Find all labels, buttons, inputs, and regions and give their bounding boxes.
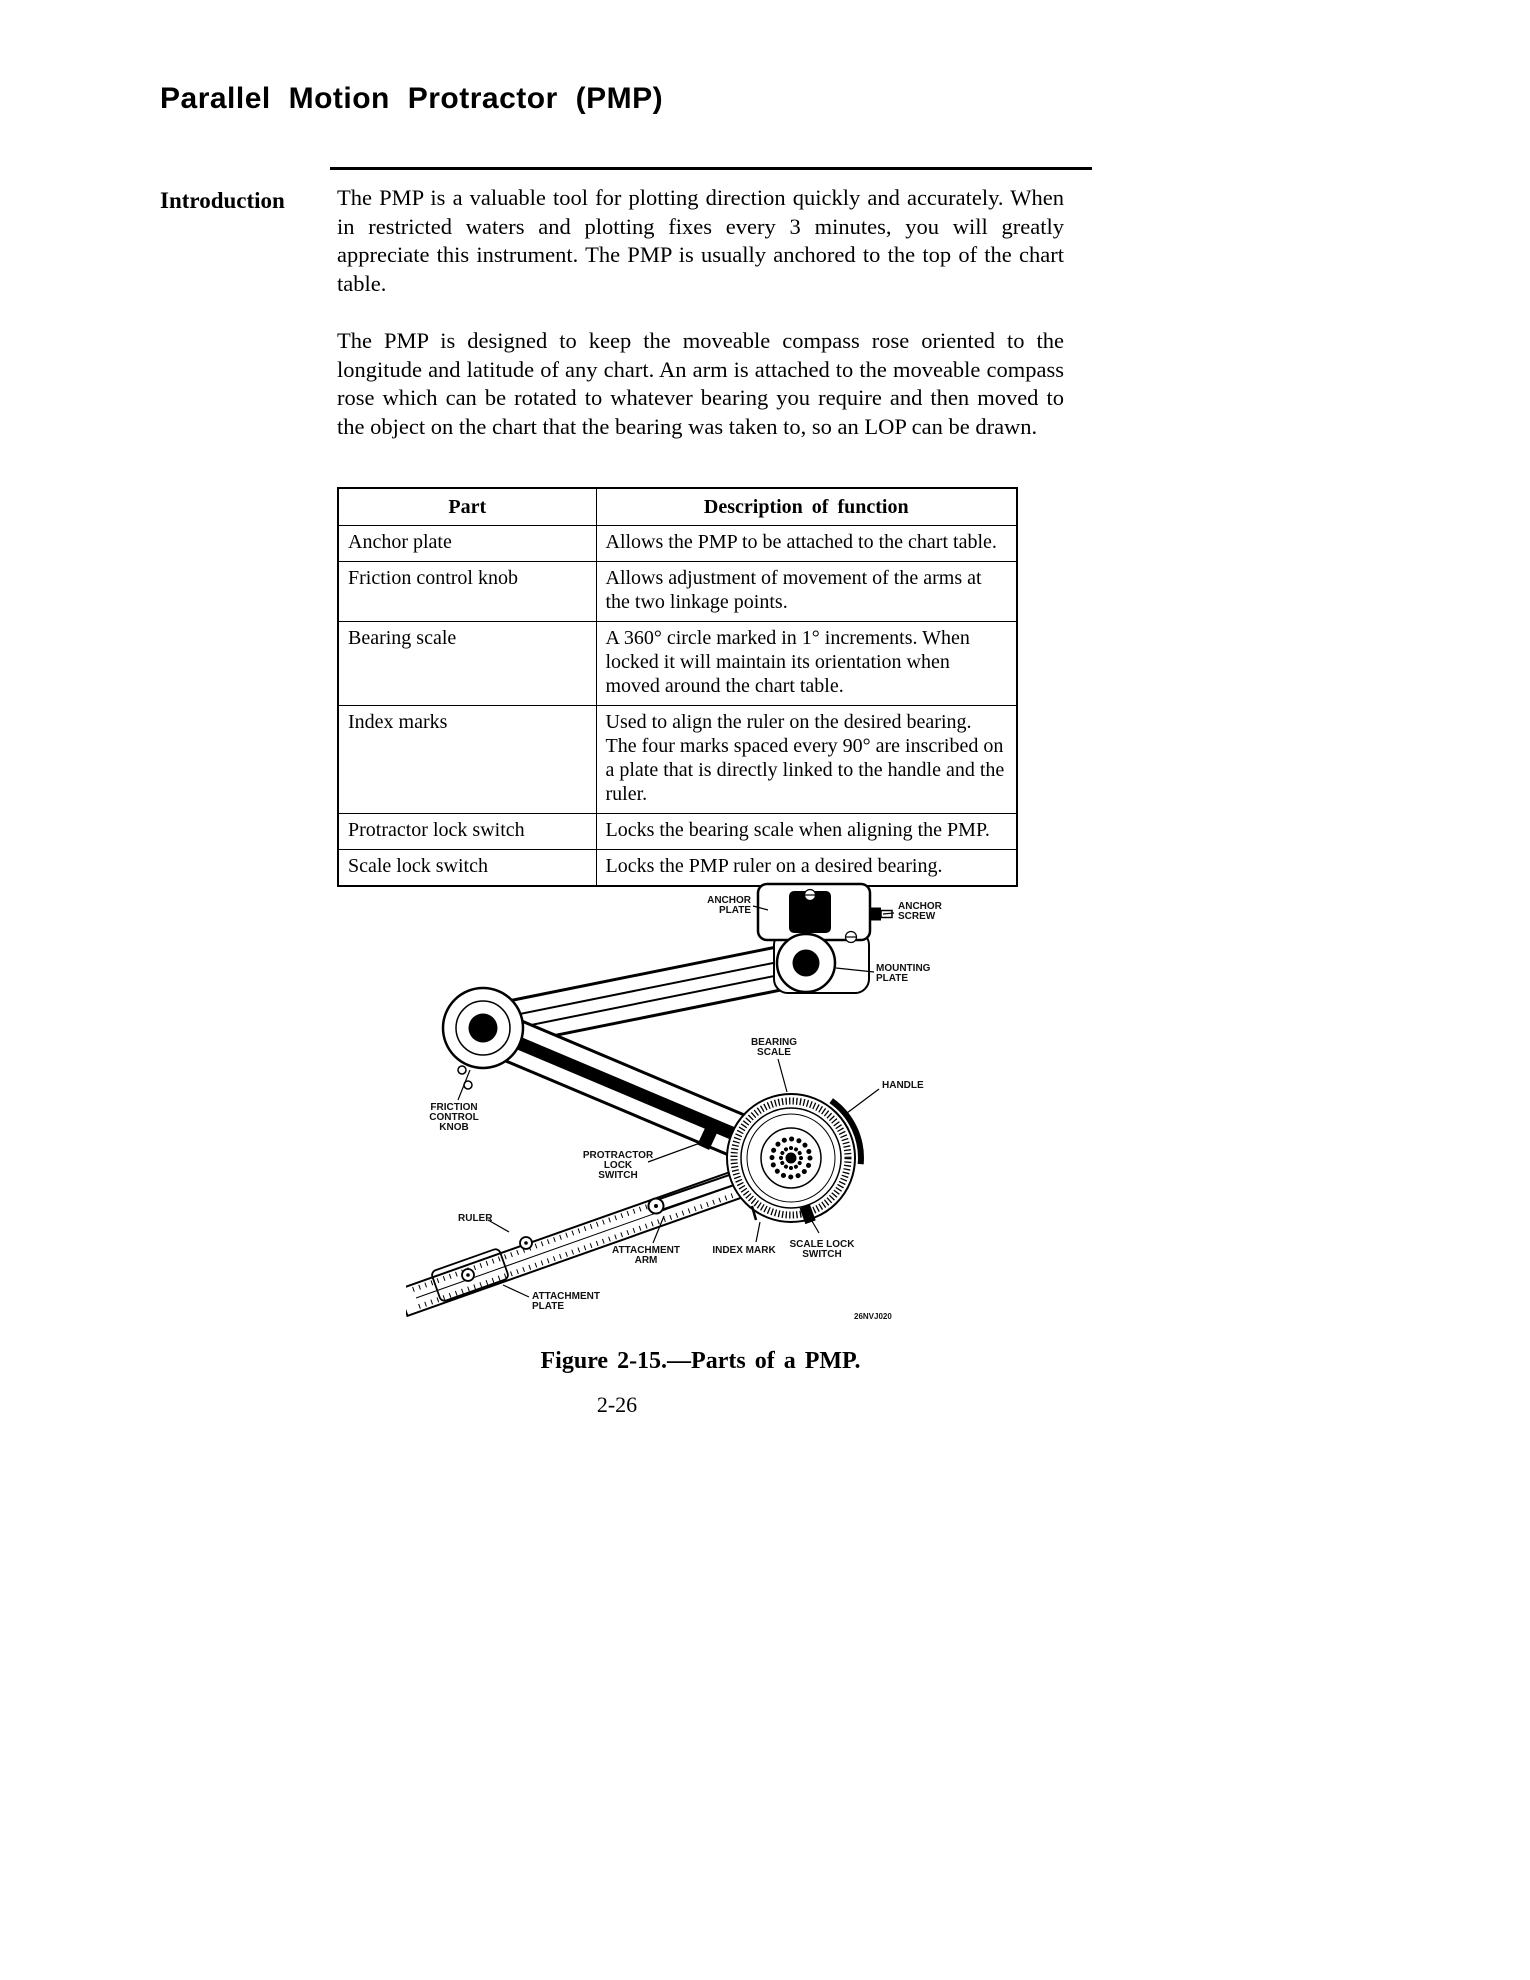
page-number: 2-26: [596, 1392, 638, 1417]
table-row: [338, 706, 1017, 814]
anchor-pivot-shape: [777, 934, 835, 992]
anchor-plate-shape: [758, 884, 870, 943]
figure-caption: Figure 2-15.—Parts of a PMP.: [540, 1348, 861, 1374]
label-mounting-plate: PLATE: [876, 973, 909, 984]
cell-part: Scale lock switch: [338, 850, 596, 887]
cell-part: Anchor plate: [338, 526, 596, 562]
label-scale-lock-switch: SCALE LOCK: [789, 1239, 855, 1250]
label-index-mark: INDEX MARK: [712, 1245, 776, 1256]
cell-description: Locks the bearing scale when aligning the PMP.: [596, 814, 1017, 850]
label-friction-control-knob: KNOB: [439, 1122, 469, 1133]
label-handle: HANDLE: [882, 1080, 924, 1091]
label-attachment-arm: ARM: [634, 1255, 658, 1266]
label-ruler: RULER: [458, 1213, 493, 1224]
upper-arm-shape: [483, 963, 806, 1028]
label-bearing-scale: BEARING: [750, 1037, 798, 1048]
label-protractor-lock-switch: LOCK: [603, 1160, 633, 1171]
section-label-introduction: Introduction: [160, 188, 285, 213]
label-bearing-scale: SCALE: [757, 1047, 791, 1058]
cell-part: Friction control knob: [338, 562, 596, 622]
figure-code: 26NVJ020: [854, 1312, 892, 1321]
bearing-scale-shape: [727, 1094, 861, 1222]
cell-description: Used to align the ruler on the desired bearing. The four marks spaced every 90° are inscribed on a plate that is directly linked to the handle and the ruler.: [596, 706, 1017, 814]
cell-description: A 360° circle marked in 1° increments. When locked it will maintain its orientation when moved around the chart table.: [596, 622, 1017, 706]
friction-control-knob-shape: [443, 988, 523, 1089]
label-mounting-plate: MOUNTING: [876, 963, 931, 974]
page-title: Parallel Motion Protractor (PMP): [160, 82, 664, 115]
table-row: [338, 622, 1017, 706]
label-anchor-screw: SCREW: [898, 911, 936, 922]
table-header-row: [338, 488, 1017, 526]
label-anchor-plate: ANCHOR: [707, 895, 751, 906]
label-protractor-lock-switch: SWITCH: [598, 1170, 638, 1181]
label-protractor-lock-switch: PROTRACTOR: [582, 1150, 654, 1161]
cell-part: Index marks: [338, 706, 596, 814]
body-text-column: [337, 184, 1064, 470]
label-anchor-plate: PLATE: [718, 905, 751, 916]
pmp-figure-drawing: [406, 876, 946, 1350]
label-friction-control-knob: FRICTION: [430, 1102, 478, 1113]
paragraph-2: The PMP is designed to keep the moveable compass rose oriented to the longitude and latitude of any chart. An arm is attached to the moveable compass rose which can be rotated to whatever bearing you require and then moved to the object on the chart that the bearing was taken to, so an LOP can be drawn.: [337, 328, 1064, 439]
col-header-part: Part: [338, 488, 596, 526]
table-row: [338, 526, 1017, 562]
col-header-description: Description of function: [596, 488, 1017, 526]
label-attachment-plate: ATTACHMENT: [532, 1291, 600, 1302]
table-row: [338, 814, 1017, 850]
header-divider: [330, 167, 1092, 170]
cell-description: Allows adjustment of movement of the arms at the two linkage points.: [596, 562, 1017, 622]
label-scale-lock-switch: SWITCH: [802, 1249, 842, 1260]
paragraph-1: The PMP is a valuable tool for plotting direction quickly and accurately. When in restricted waters and plotting fixes every 3 minutes, you will greatly appreciate this instrument. The PMP is usually anchored to the top of the chart table.: [337, 185, 1064, 296]
parts-table: [337, 487, 1018, 887]
ruler-screw-dot: [524, 1241, 528, 1245]
cell-description: Locks the PMP ruler on a desired bearing.: [596, 850, 1017, 887]
label-anchor-screw: ANCHOR: [898, 901, 942, 912]
cell-part: Protractor lock switch: [338, 814, 596, 850]
label-friction-control-knob: CONTROL: [429, 1112, 479, 1123]
table-row: [338, 562, 1017, 622]
label-attachment-arm: ATTACHMENT: [612, 1245, 680, 1256]
cell-part: Bearing scale: [338, 622, 596, 706]
cell-description: Allows the PMP to be attached to the chart table.: [596, 526, 1017, 562]
label-attachment-plate: PLATE: [532, 1301, 565, 1312]
